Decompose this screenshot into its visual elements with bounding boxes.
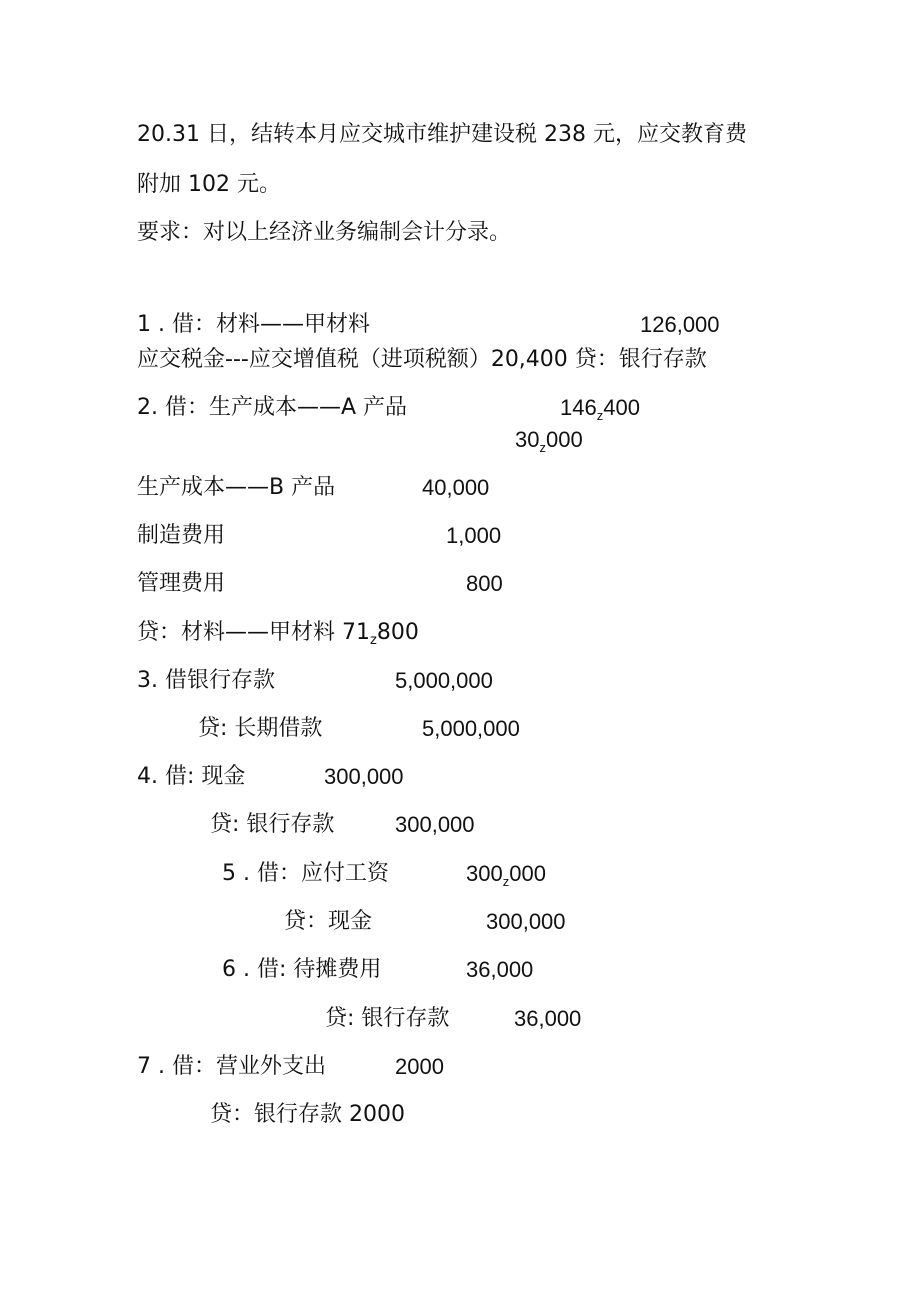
- entry2-credit: 贷：材料——甲材料 $71_z800$: [137, 620, 419, 648]
- entry4-debit-amount: 300,000: [324, 764, 404, 789]
- entry2-overhead: 制造费用: [137, 523, 226, 548]
- entry2-amount-a: $146_z400$: [560, 395, 640, 423]
- entry1-debit1: 1 . 借：材料——甲材料: [137, 312, 370, 337]
- entry7-credit: 贷：银行存款 2000: [210, 1102, 405, 1127]
- entry7-debit: 7 . 借：营业外支出: [137, 1054, 326, 1079]
- entry7-debit-amount: 2000: [395, 1054, 444, 1079]
- entry5-debit-amount: $300_z000$: [466, 861, 546, 889]
- entry3-debit-amount: 5,000,000: [395, 668, 493, 693]
- entry2-overhead-amount: 1,000: [446, 523, 502, 548]
- entry2-debit-b-amount: 40,000: [422, 475, 490, 500]
- entry4-debit: 4. 借: 现金: [137, 764, 246, 789]
- entry3-credit: 贷: 长期借款: [198, 716, 323, 741]
- intro-line-2: 附加 102 元。: [137, 172, 281, 197]
- entry2-amount-b: $30_z000$: [515, 427, 583, 455]
- entry3-credit-amount: 5,000,000: [422, 716, 520, 741]
- entry3-debit: 3. 借银行存款: [137, 668, 275, 693]
- entry6-debit-amount: 36,000: [466, 957, 534, 982]
- entry6-credit-amount: 36,000: [514, 1006, 582, 1031]
- entry5-debit: 5 . 借：应付工资: [222, 861, 389, 886]
- entry4-credit: 贷: 银行存款: [210, 812, 335, 837]
- entry6-credit: 贷: 银行存款: [325, 1006, 450, 1031]
- entry1-debit2-credit: 应交税金---应交增值税（进项税额）20,400 贷：银行存款: [137, 347, 707, 372]
- entry2-debit-b: 生产成本——B 产品: [137, 475, 336, 500]
- entry5-credit-amount: 300,000: [486, 909, 566, 934]
- entry4-credit-amount: 300,000: [395, 812, 475, 837]
- requirement-text: 要求：对以上经济业务编制会计分录。: [137, 220, 512, 245]
- entry2-admin: 管理费用: [137, 571, 226, 596]
- entry5-credit: 贷：现金: [284, 909, 373, 934]
- entry1-debit1-amount: 126,000: [640, 312, 720, 337]
- entry6-debit: 6 . 借: 待摊费用: [222, 957, 382, 982]
- intro-line-1: 20.31 日，结转本月应交城市维护建设税 238 元，应交教育费: [137, 122, 747, 147]
- entry2-admin-amount: 800: [466, 571, 503, 596]
- entry2-debit-a: 2. 借：生产成本——A 产品: [137, 395, 408, 420]
